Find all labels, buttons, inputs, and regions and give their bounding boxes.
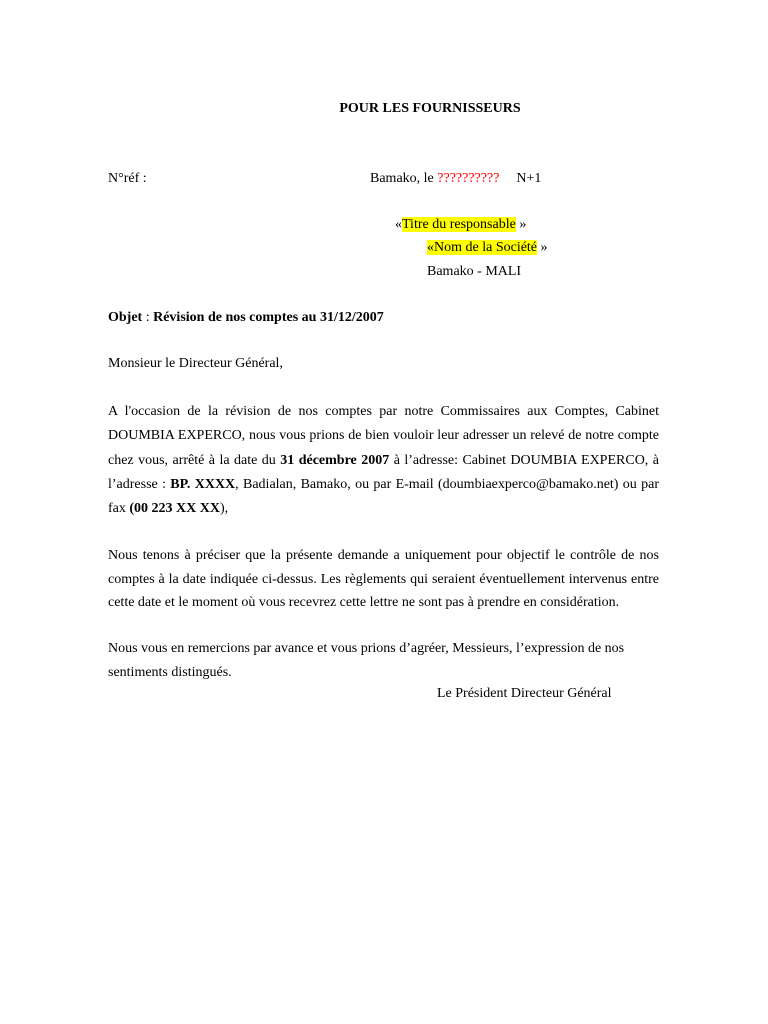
date-line (370, 171, 541, 187)
subject-label: Objet (108, 310, 143, 325)
recipient-company-field: Nom de la Société (434, 240, 538, 255)
reference-label: N°réf : (108, 171, 147, 186)
recipient-city: Bamako - MALI (427, 264, 522, 279)
recipient-title-close: » (515, 217, 527, 232)
recipient-title-line (395, 217, 526, 233)
p1-bp-bold: BP. XXXX (170, 476, 236, 492)
subject-separator: : (142, 310, 154, 325)
p1-fax-bold: (00 223 XX XX (129, 501, 220, 517)
p1-text-c: à l’adresse: Cabinet DOUMBIA EXPERCO, à l’adresse : (108, 452, 659, 492)
letter-title: POUR LES FOURNISSEURS (339, 101, 521, 116)
subject-line (108, 310, 384, 326)
p1-text-g: ), (220, 501, 229, 517)
date-prefix: Bamako, le (370, 171, 438, 186)
p1-date-bold: 31 décembre 2007 (280, 452, 390, 468)
p1-text-a: A l'occasion de la révision de nos comptes par notre Commissaires aux Comptes, Cabinet DOUMBIA EXPERCO, nous vous prions de bien vouloir leur adresser un relevé de notre compte chez vous, arrêté à la date du (108, 404, 659, 468)
recipient-title-open: « (395, 217, 402, 232)
paragraph-clarification: Nous tenons à préciser que la présente demande a uniquement pour objectif le contrôle de nos comptes à la date indiquée ci-dessus. Les règlements qui seraient éventuellement intervenus entre cette date et le moment où vous recevrez cette lettre ne sont pas à prendre en considération. (108, 548, 659, 610)
recipient-company-open: « (427, 240, 434, 255)
date-suffix: N+1 (516, 171, 542, 186)
paragraph-request (108, 400, 659, 521)
p1-text-e: , Badialan, Bamako, ou par E-mail (doumbiaexperco@bamako.net) ou par fax (108, 476, 659, 517)
recipient-title-field: Titre du responsable (402, 217, 516, 232)
recipient-company-close: » (537, 240, 548, 255)
subject-text: Révision de nos comptes au 31/12/2007 (153, 310, 384, 325)
signature-line: Le Président Directeur Général (437, 686, 612, 701)
paragraph-closing: Nous vous en remercions par avance et vous prions d’agréer, Messieurs, l’expression de nos sentiments distingués. (108, 641, 625, 680)
date-placeholder: ?????????? (437, 171, 500, 186)
recipient-company-line (427, 240, 548, 256)
salutation: Monsieur le Directeur Général, (108, 356, 283, 371)
